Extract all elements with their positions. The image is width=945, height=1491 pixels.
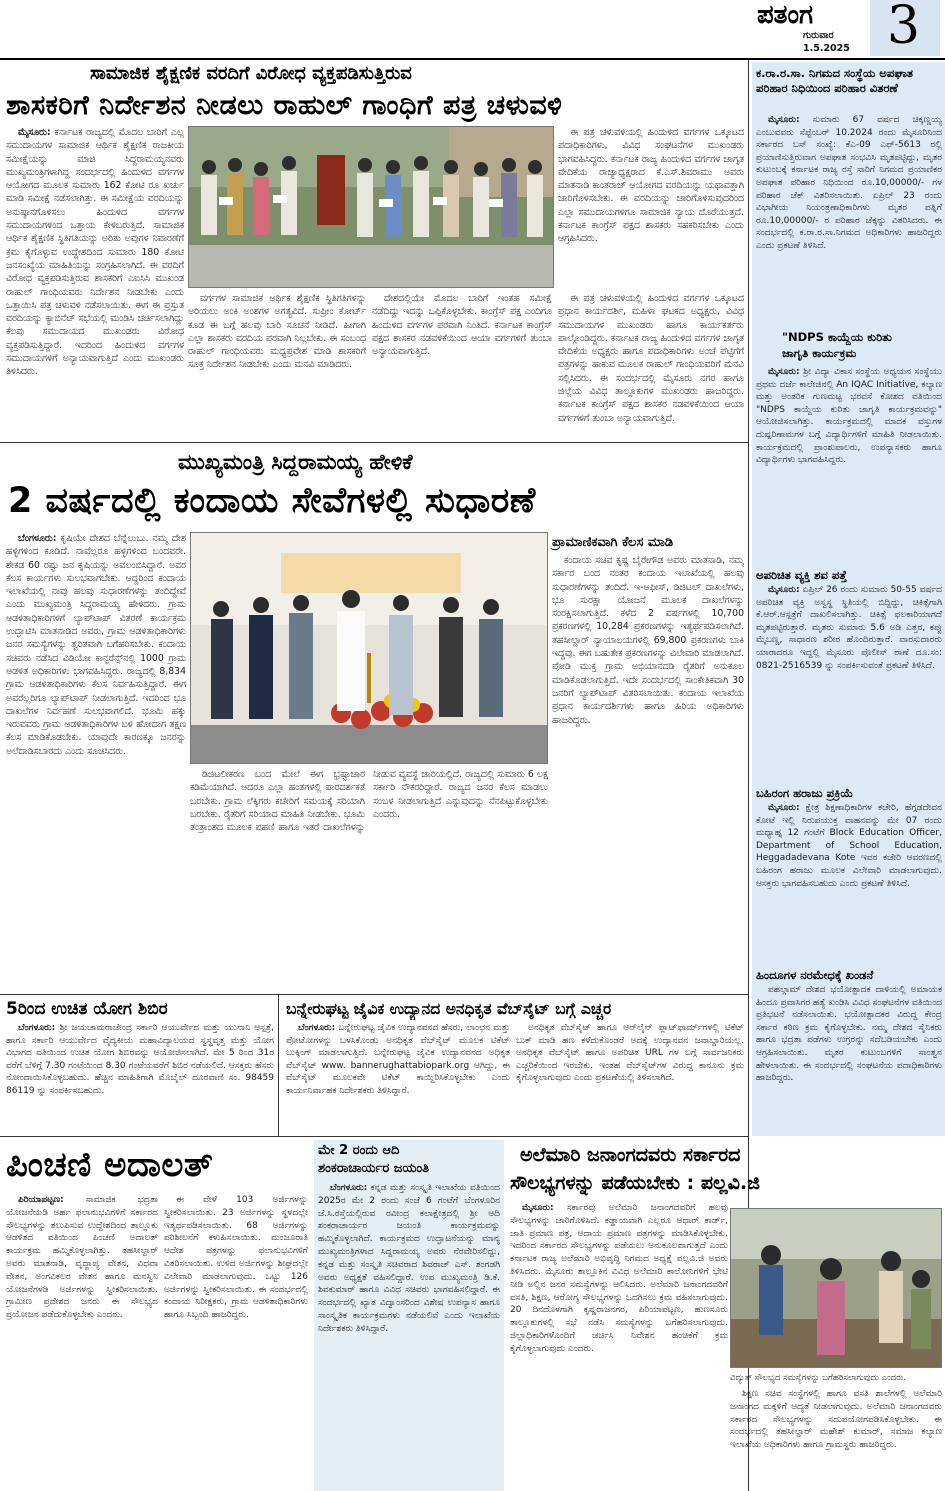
sidebar-s3-text: ಏಪ್ರಿಲ್ 26 ರಂದು ಸುಮಾರು 50-55 ವರ್ಷದ ಅಪರಿಚಿತ ವ್ಯಕ್ತಿ ಅಸ್ವಸ್ಥ ಸ್ಥಿತಿಯಲ್ಲಿ ಬಿದ್ದಿದ್ದು, ಚಿಕಿತ್ಸೆಗಾಗಿ ಕೆ.ಆರ್.ಆಸ್ಪತ್ರೆಗೆ ದಾಖಲಿಸಲಾಗಿತ್ತು. ಚಿಕಿತ್ಸೆ ಫಲಕಾರಿಯಾಗದೆ ಮೃತಪಟ್ಟಿರುತ್ತಾರೆ. ಮೃತರು ಸುಮಾರು 5.6 ಅಡಿ ಎತ್ತರ, ಕಪ್ಪು ಮೈಬಣ್ಣ, ಸಾಧಾರಣ ಶರೀರ ಹೊಂದಿರುತ್ತಾರೆ. ವಾರಸುದಾರರು ಯಾರಾದರೂ ಇದ್ದಲ್ಲಿ ಮೈಸೂರು ಪೊಲೀಸ್ ಠಾಣೆ ದೂ.ಸಂ: 0821-2516539 ನ್ನು ಸಂಪರ್ಕಿಸುವಂತೆ ಪ್ರಕಟಣೆ ತಿಳಿಸಿದೆ. xyxy=(756,585,942,671)
story5-col1 xyxy=(6,1194,158,1488)
story2-col3-text: ಕಂದಾಯ ಸಚಿವ ಕೃಷ್ಣ ಬೈರೇಗೌಡ ಅವರು ಮಾತನಾಡಿ, ನಮ್ಮ ಸರ್ಕಾರ ಬಂದ ನಂತರ ಕಂದಾಯ ಇಲಾಖೆಯಲ್ಲಿ ಹಲವು ಸುಧಾರಣೆಗಳನ್ನು ತಂದಿದೆ. ಇ-ಆಫೀಸ್, ಡಿಜಿಟಲ್ ದಾಖಲೆಗಳು, ಭೂ ಸುರಕ್ಷಾ ಯೋಜನೆ ಮೂಲಕ ದಾಖಲೆಗಳನ್ನು ಸಂರಕ್ಷಿಸಲಾಗುತ್ತಿದೆ. ಕಳೆದ 2 ವರ್ಷಗಳಲ್ಲಿ 10,700 ಪ್ರಕರಣಗಳಲ್ಲಿ 10,284 ಪ್ರಕರಣಗಳನ್ನು ಇತ್ಯರ್ಥಪಡಿಸಲಾಗಿದೆ. ತಹಸೀಲ್ದಾರ್ ನ್ಯಾಯಾಲಯಗಳಲ್ಲಿ 69,800 ಪ್ರಕರಣಗಳು ಬಾಕಿ ಇದ್ದವು. ಈಗ ಬಹುತೇಕ ಪ್ರಕರಣಗಳನ್ನು ವಿಲೇವಾರಿ ಮಾಡಲಾಗಿದೆ. ಪೋಡಿ ಮುಕ್ತ ಗ್ರಾಮ ಅಭಿಯಾನದಡಿ ರೈತರಿಗೆ ಅನುಕೂಲ ಮಾಡಿಕೊಡಲಾಗುತ್ತಿದೆ. ಇದೇ ಸಂದರ್ಭದಲ್ಲಿ ಸಾಂಕೇತಿಕವಾಗಿ 30 ಜನರಿಗೆ ಲ್ಯಾಪ್‌ಟಾಪ್ ವಿತರಿಸಲಾಯಿತು. ಕಂದಾಯ ಇಲಾಖೆಯ ಪ್ರಧಾನ ಕಾರ್ಯದರ್ಶಿಗಳು ಹಾಗೂ ಹಿರಿಯ ಅಧಿಕಾರಿಗಳು ಹಾಜರಿದ್ದರು. xyxy=(552,555,744,726)
story7-caption xyxy=(730,1372,942,1386)
story3-headline: 5ರಿಂದ ಉಚಿತ ಯೋಗ ಶಿಬಿರ xyxy=(6,999,168,1019)
sidebar-s4-head: ಬಹಿರಂಗ ಹರಾಜು ಪ್ರಕ್ರಿಯೆ xyxy=(756,786,854,800)
field-visit-photo-image xyxy=(731,1209,942,1368)
rule-top xyxy=(0,58,945,60)
sidebar-s5-head: ಹಿಂದೂಗಳ ನರಮೇಧಕ್ಕೆ ಖಂಡನೆ xyxy=(756,968,874,982)
sidebar-s2-dateline: ಮೈಸೂರು: xyxy=(768,367,800,377)
story2-headline: 2 ವರ್ಷದಲ್ಲಿ ಕಂದಾಯ ಸೇವೆಗಳಲ್ಲಿ ಸುಧಾರಣೆ xyxy=(8,481,536,521)
story7-col2-text: ಶಿಕ್ಷಣ ಸಚಿವ ಸಂಸ್ಥೆಗಳಲ್ಲಿ ಹಾಗೂ ವಸತಿ ಶಾಲೆಗಳಲ್ಲಿ ಅಲೆಮಾರಿ ಜನಾಂಗದ ಮಕ್ಕಳಿಗೆ ಆದ್ಯತೆ ನೀಡಲಾಗುವುದು. ಅಲೆಮಾರಿ ಜನಾಂಗದವರು ಸರ್ಕಾರದ ಸೌಲಭ್ಯಗಳನ್ನು ಸದುಪಯೋಗಪಡಿಸಿಕೊಳ್ಳಬೇಕು. ಈ ಸಂದರ್ಭದಲ್ಲಿ ತಹಸೀಲ್ದಾರ್ ಮಹೇಶ್ ಕುಮಾರ್, ಸಮಾಜ ಕಲ್ಯಾಣ ಇಲಾಖೆಯ ಅಧಿಕಾರಿಗಳು ಹಾಗೂ ಗ್ರಾಮಸ್ಥರು ಹಾಜರಿದ್ದರು. xyxy=(730,1389,942,1451)
story2-photo xyxy=(190,532,548,764)
story5-dateline: ಪಿರಿಯಾಪಟ್ಟಣ: xyxy=(18,1195,64,1205)
story2-subhead: ಪ್ರಾಮಾಣಿಕವಾಗಿ ಕೆಲಸ ಮಾಡಿ xyxy=(552,535,674,550)
story3-text: ಶ್ರೀ ಜಯಚಾಮರಾಜೇಂದ್ರ ಸರ್ಕಾರಿ ಆಯುರ್ವೇದ ಮತ್ತು ಯುನಾನಿ ಆಸ್ಪತ್ರೆ, ಹಾಗೂ ಸರ್ಕಾರಿ ಆಯುರ್ವೇದ ವೈದ್ಯಕೀಯ ಮಹಾವಿದ್ಯಾಲಯದ ಸ್ವಸ್ಥವೃತ್ತ ಮತ್ತು ಯೋಗ ವಿಭಾಗದ ವತಿಯಿಂದ ಉಚಿತ ಯೋಗ ಶಿಬಿರವನ್ನು ಆಯೋಜಿಸಲಾಗಿದೆ. ಮೇ 5 ರಿಂದ 31ರ ವರೆಗೆ ಬೆಳಿಗ್ಗೆ 7.30 ಗಂಟೆಯಿಂದ 8.30 ಗಂಟೆಯವರೆಗೆ ಶಿಬಿರ ನಡೆಯಲಿದೆ. ಆಸಕ್ತರು ಹೆಸರು ನೋಂದಾಯಿಸಿಕೊಳ್ಳಬಹುದು. ಹೆಚ್ಚಿನ ಮಾಹಿತಿಗಾಗಿ ಮೊಬೈಲ್ ದೂರವಾಣಿ ಸಂ. 98459 86119 ನ್ನು ಸಂಪರ್ಕಿಸಬಹುದು. xyxy=(6,1023,274,1096)
masthead xyxy=(745,0,945,56)
sidebar-s3-body xyxy=(756,584,942,784)
story2-col2-text: ಡಿಜಿಟಲೀಕರಣ ಬಂದ ಮೇಲೆ ಈಗ ಭ್ರಷ್ಟಾಚಾರ ಕಡಿಮೆಯಾಗಿದೆ. ಆದರೂ ಎಲ್ಲಾ ಹಂತಗಳಲ್ಲಿ ಪಾರದರ್ಶಕತೆ ಬರಬೇಕು. ಗ್ರಾಮ ಲೆಕ್ಕಿಗರು ಕಚೇರಿಗೆ ಸಮಯಕ್ಕೆ ಸರಿಯಾಗಿ ಬರಬೇಕು. ರೈತರಿಗೆ ಸರಿಯಾದ ಮಾಹಿತಿ ನೀಡಬೇಕು. ಭೂಮಿ ತಂತ್ರಾಂಶದ ಮೂಲಕ ಪಹಣಿ ಹಾಗೂ ಇತರೆ ದಾಖಲೆಗಳನ್ನು ನೀಡುವ ವ್ಯವಸ್ಥೆ ಜಾರಿಯಲ್ಲಿದೆ. ರಾಜ್ಯದಲ್ಲಿ ಸುಮಾರು 6 ಲಕ್ಷ ಸರ್ಕಾರಿ ನೌಕರರಿದ್ದಾರೆ. ರಾಜ್ಯದ ಜನರ ಕೆಲಸ ಮಾಡಲು ಸಂಬಳ ನೀಡಲಾಗುತ್ತಿದೆ ಎನ್ನುವುದನ್ನು ನೆನಪಿಟ್ಟುಕೊಳ್ಳಬೇಕು ಎಂದರು. xyxy=(190,769,548,834)
story1-dateline: ಮೈಸೂರು: xyxy=(18,127,51,138)
story4-col2-text: ಅನಧಿಕೃತ ವೆಬ್‌ಸೈಟ್ ಹಾಗೂ ಆನ್‌ಲೈನ್ ಪ್ಲಾಟ್‌ಫಾರ್ಮ್‌ಗಳಲ್ಲಿ ಟಿಕೆಟ್ ಬುಕ್ ಮಾಡಿ ಹಣ ಕಳೆದುಕೊಂಡರೆ ಅದಕ್ಕೆ ಉದ್ಯಾನವನ ಜವಾಬ್ದಾರಿಯಲ್ಲ. ಅನಧಿಕೃತ ವೆಬ್‌ಸೈಟ್ ಹಾಗೂ ಅಪರಿಚಿತ URL ಗಳ ಬಗ್ಗೆ ಸಾರ್ವಜನಿಕರು ಎಚ್ಚರಿಕೆಯಿಂದ ಇರಬೇಕು. ಇಂತಹ ವೆಬ್‌ಸೈಟ್‌ಗಳ ವಿರುದ್ಧ ಕಾನೂನು ಕ್ರಮ ಕೈಗೊಳ್ಳಲಾಗುವುದು ಎಂದು ಪ್ರಕಟಣೆಯಲ್ಲಿ ತಿಳಿಸಲಾಗಿದೆ. xyxy=(516,1023,744,1084)
sidebar-s4-dateline: ಮೈಸೂರು: xyxy=(768,803,800,813)
story6-body xyxy=(318,1182,500,1488)
sidebar-s2-head1: "NDPS ಕಾಯ್ದೆಯ ಕುರಿತು xyxy=(782,330,892,344)
story6-kicker2: ಶಂಕರಾಚಾರ್ಯರ ಜಯಂತಿ xyxy=(318,1161,430,1176)
story2-dateline: ಬೆಂಗಳೂರು: xyxy=(18,533,57,544)
story4-col2 xyxy=(516,1022,744,1132)
story1-col2 xyxy=(558,126,744,288)
sidebar-s1-body xyxy=(756,114,942,326)
story2-col1 xyxy=(6,532,186,990)
sidebar xyxy=(752,62,945,1136)
story6-kicker1: ಮೇ 2 ರಂದು ಆದಿ xyxy=(318,1143,400,1158)
story6-dateline: ಬೆಂಗಳೂರು: xyxy=(330,1183,368,1193)
sidebar-s2-text: ಶ್ರೀ ವಿದ್ಯಾ ವಿಕಾಸ ಸಂಸ್ಥೆಯ ಅಧ್ಯಯನ ಸಂಸ್ಥೆಯು ಪ್ರಥಮ ದರ್ಜೆ ಕಾಲೇಜಿನಲ್ಲಿ An IQAC Initiative, ಕಲ್ಯಾಣ ಮತ್ತು ಅಂತರಿಕ ಗುಣಮಟ್ಟ ಭರವಸೆ ಕೋಶದ ವತಿಯಿಂದ "NDPS ಕಾಯ್ದೆಯ ಕುರಿತು ಜಾಗೃತಿ ಕಾರ್ಯಕ್ರಮವನ್ನು" ಆಯೋಜಿಸಲಾಗಿತ್ತು. ಕಾರ್ಯಕ್ರಮದಲ್ಲಿ ಮಾದಕ ವಸ್ತುಗಳ ದುಷ್ಪರಿಣಾಮಗಳ ಬಗ್ಗೆ ವಿದ್ಯಾರ್ಥಿಗಳಿಗೆ ಮಾಹಿತಿ ನೀಡಲಾಯಿತು. ಕಾರ್ಯಕ್ರಮದಲ್ಲಿ ಪ್ರಾಂಶುಪಾಲರು, ಉಪನ್ಯಾಸಕರು ಹಾಗೂ ವಿದ್ಯಾರ್ಥಿಗಳು ಭಾಗವಹಿಸಿದ್ದರು. xyxy=(756,367,942,466)
story1-col3 xyxy=(188,292,366,438)
masthead-day: ಗುರುವಾರ xyxy=(803,30,834,41)
story4-headline: ಬನ್ನೇರುಘಟ್ಟ ಜೈವಿಕ ಉದ್ಯಾನದ ಅನಧಿಕೃತ ವೆಬ್‌ಸೈಟ್ ಬಗ್ಗೆ ಎಚ್ಚರ xyxy=(286,1000,612,1018)
story7-dateline: ಮೈಸೂರು: xyxy=(522,1203,554,1213)
story5-col2 xyxy=(164,1194,308,1488)
sidebar-s3-head: ಅಪರಿಚಿತ ವ್ಯಕ್ತಿ ಶವ ಪತ್ತೆ xyxy=(756,568,847,582)
story4-col1-text: ಬನ್ನೇರುಘಟ್ಟ ಜೈವಿಕ ಉದ್ಯಾನವನದ ಹೆಸರು, ಲಾಂಛನ ಮತ್ತು ಪೋಟೋಗಳನ್ನು ಬಳಸಿಕೊಂಡು ಅನಧಿಕೃತ ವೆಬ್‌ಸೈಟ್ ಮೂಲಕ ಟಿಕೆಟ್ ಬುಕ್ಕಿಂಗ್ ಮಾಡಲಾಗುತ್ತಿದೆ. ಬನ್ನೇರುಘಟ್ಟ ಜೈವಿಕ ಉದ್ಯಾನವನದ ಅಧಿಕೃತ ವೆಬ್‌ಸೈಟ್ www. bannerughattabiopark.org ಆಗಿದ್ದು, ಈ ವೆಬ್‌ಸೈಟ್ ಮೂಲಕವೇ ಟಿಕೆಟ್ ಕಾಯ್ದಿರಿಸಿಕೊಳ್ಳಬೇಕು ಎಂದು ಕಾರ್ಯನಿರ್ವಾಹಕ ನಿರ್ದೇಶಕರು ತಿಳಿಸಿದ್ದಾರೆ. xyxy=(286,1023,510,1096)
story5-col1-text: ಸಾಮಾಜಿಕ ಭದ್ರತಾ ಯೋಜನೆಯಡಿ ಅರ್ಹ ಫಲಾನುಭವಿಗಳಿಗೆ ಸರ್ಕಾರದ ಸೌಲಭ್ಯಗಳನ್ನು ತಲುಪಿಸುವ ಉದ್ದೇಶದಿಂದ ತಾಲ್ಲೂಕು ಆಡಳಿತದ ವತಿಯಿಂದ ಪಿಂಚಣಿ ಅದಾಲತ್ ಕಾರ್ಯಕ್ರಮ ಹಮ್ಮಿಕೊಳ್ಳಲಾಗಿತ್ತು. ತಹಸೀಲ್ದಾರ್ ಅವರು ಮಾತನಾಡಿ, ವೃದ್ಧಾಪ್ಯ ವೇತನ, ವಿಧವಾ ವೇತನ, ಅಂಗವಿಕಲರ ವೇತನ ಹಾಗೂ ಮನಸ್ವಿನಿ ಯೋಜನೆಗಳಡಿ ಅರ್ಜಿಗಳನ್ನು ಸ್ವೀಕರಿಸಲಾಯಿತು. ಗ್ರಾಮೀಣ ಪ್ರದೇಶದ ಜನರು ಈ ಸೌಲಭ್ಯದ ಪ್ರಯೋಜನ ಪಡೆದುಕೊಳ್ಳಬೇಕು ಎಂದರು. xyxy=(6,1195,158,1321)
section-title: ಪತಂಗ xyxy=(757,0,814,30)
story4-col1 xyxy=(286,1022,510,1132)
sidebar-s3-dateline: ಮೈಸೂರು: xyxy=(768,585,800,595)
story1-col1-text: ಕರ್ನಾಟಕ ರಾಜ್ಯದಲ್ಲಿ ಮೊದಲ ಬಾರಿಗೆ ಎಲ್ಲ ಸಮುದಾಯಗಳ ಸಾಮಾಜಿಕ ಆರ್ಥಿಕ ಶೈಕ್ಷಣಿಕ ರಾಜಕೀಯ ಸಮೀಕ್ಷೆಯನ್ನು ಮಾಜಿ ಸಿದ್ದರಾಮಯ್ಯನವರು ಮುಖ್ಯಮಂತ್ರಿಗಳಾಗಿದ್ದ ಸಂದರ್ಭದಲ್ಲಿ ಹಿಂದುಳಿದ ವರ್ಗಗಳ ಆಯೋಗದ ಮೂಲಕ ಸುಮಾರು 162 ಕೋಟಿ ರೂ ಖರ್ಚು ಮಾಡಿ ಸಮೀಕ್ಷೆ ನಡೆಸಲಾಗಿತ್ತು. ಈ ಸಮೀಕ್ಷೆಯ ವರದಿಯನ್ನು ಅನುಷ್ಠಾನಗೊಳಿಸಲು ಹಿಂದುಳಿದ ವರ್ಗಗಳ ಸಮುದಾಯಗಳಿಂದ ಒತ್ತಾಯ ಕೇಳಿಬರುತ್ತಿದೆ. ಸಾಮಾಜಿಕ ಆರ್ಥಿಕ ಶೈಕ್ಷಣಿಕ ಸ್ಥಿತಿಗತಿಯನ್ನು ಅರಿತು ಅವುಗಳ ನಿವಾರಣೆಗೆ ಕ್ರಮ ಕೈಗೊಳ್ಳುವ ಉದ್ದೇಶದಿಂದ ಸುಮಾರು 180 ಕೋಟಿ ಜನಸಂಖ್ಯೆಯ ಮಾಹಿತಿಯನ್ನು ಸಂಗ್ರಹಿಸಲಾಗಿದೆ. ಈ ವರದಿಗೆ ವಿರೋಧ ವ್ಯಕ್ತಪಡಿಸುತ್ತಿರುವ ಶಾಸಕರಿಗೆ ಎಐಸಿಸಿ ಮುಖಂಡ ರಾಹುಲ್ ಗಾಂಧಿಯವರು ನಿರ್ದೇಶನ ನೀಡಬೇಕು ಎಂದು ಒತ್ತಾಯಿಸಿ ಪತ್ರ ಚಳುವಳಿ ನಡೆಸಲಾಯಿತು. ಈಗ ಈ ಪ್ರಸ್ತುತ ವರದಿಯನ್ನು ಕ್ಯಾಬಿನೆಟ್ ಸಭೆಯಲ್ಲಿ ಮಂಡಿಸಿ ಚರ್ಚಿಸಲಾಗಿದ್ದು ಕೆಲವು ಸಮುದಾಯದ ಮುಖಂಡರು ವಿರೋಧ ವ್ಯಕ್ತಪಡಿಸುತ್ತಿದ್ದಾರೆ. ಇದರಿಂದ ಹಿಂದುಳಿದ ವರ್ಗಗಳ ಸಮುದಾಯಗಳಿಗೆ ಅನ್ಯಾಯವಾಗುತ್ತಿದೆ ಎಂದು ಮುಖಂಡರು ತಿಳಿಸಿದರು. xyxy=(6,127,184,378)
story7-caption-text: ವಿದ್ಯುತ್ ಸೌಲಭ್ಯದ ಸಮಸ್ಯೆಗಳನ್ನು ಬಗೆಹರಿಸಲಾಗುವುದು ಎಂದರು. xyxy=(730,1373,907,1383)
story3-dateline: ಬೆಂಗಳೂರು: xyxy=(18,1023,56,1033)
story1-col4-text: ದೇಶದಲ್ಲಿಯೇ ಮೊದಲ ಬಾರಿಗೆ ಇಂತಹ ಸಮೀಕ್ಷೆ ನಡೆದಿದ್ದು ಇದನ್ನು ಒಪ್ಪಿಕೊಳ್ಳಬೇಕು. ಕಾಂಗ್ರೆಸ್ ಪಕ್ಷ ಎಂದಿಗೂ ಹಿಂದುಳಿದ ವರ್ಗಗಳ ಪರವಾಗಿ ನಿಂತಿದೆ. ಕರ್ನಾಟಕ ಕಾಂಗ್ರೆಸ್ ಪಕ್ಷದ ಶಾಸಕರ ನಡವಳಿಕೆಯಿಂದ ಆಯಾ ವರ್ಗಗಳಿಗೆ ತುಂಬಾ ಅನ್ಯಾಯವಾಗುತ್ತಿದೆ. xyxy=(372,293,552,358)
story1-col4 xyxy=(372,292,552,438)
story7-col2 xyxy=(730,1388,942,1488)
story4-dateline: ಬೆಂಗಳೂರು: xyxy=(298,1023,336,1033)
story1-col2-text: ಈ ಪತ್ರ ಚಳುವಳಿಯಲ್ಲಿ ಹಿಂದುಳಿದ ವರ್ಗಗಳ ಒಕ್ಕೂಟದ ಪದಾಧಿಕಾರಿಗಳು, ವಿವಿಧ ಸಂಘಟನೆಗಳ ಮುಖಂಡರು ಭಾಗವಹಿಸಿದ್ದರು. ಕರ್ನಾಟಕ ರಾಜ್ಯ ಹಿಂದುಳಿದ ವರ್ಗಗಳ ಜಾಗೃತ ವೇದಿಕೆಯ ರಾಜ್ಯಾಧ್ಯಕ್ಷರಾದ ಕೆ.ಎಸ್.ಶಿವರಾಮು ಅವರು ಮಾತನಾಡಿ ಕಾಂತರಾಜ್ ಆಯೋಗದ ವರದಿಯನ್ನು ಯಥಾವತ್ತಾಗಿ ಜಾರಿಗೊಳಿಸಬೇಕು. ಈ ವರದಿಯನ್ನು ಜಾರಿಗೊಳಿಸುವುದರಿಂದ ಎಲ್ಲಾ ಸಮುದಾಯಗಳಿಗೂ ಸಾಮಾಜಿಕ ನ್ಯಾಯ ದೊರೆಯುತ್ತದೆ. ಕರ್ನಾಟಕ ಕಾಂಗ್ರೆಸ್ ಪಕ್ಷದ ಶಾಸಕರು ಸಹಕರಿಸಬೇಕು ಎಂದು ಆಗ್ರಹಿಸಿದರು. xyxy=(558,127,744,245)
story6-text: ಕನ್ನಡ ಮತ್ತು ಸಂಸ್ಕೃತಿ ಇಲಾಖೆಯ ವತಿಯಿಂದ 2025ರ ಮೇ 2 ರಂದು ಸಂಜೆ 6 ಗಂಟೆಗೆ ಬೆಂಗಳೂರಿನ ಜೆ.ಸಿ.ರಸ್ತೆಯಲ್ಲಿರುವ ರವೀಂದ್ರ ಕಲಾಕ್ಷೇತ್ರದಲ್ಲಿ ಶ್ರೀ ಆದಿ ಶಂಕರಾಚಾರ್ಯರ ಜಯಂತಿ ಕಾರ್ಯಕ್ರಮವನ್ನು ಹಮ್ಮಿಕೊಳ್ಳಲಾಗಿದೆ. ಕಾರ್ಯಕ್ರಮದ ಉದ್ಘಾಟನೆಯನ್ನು ಮಾನ್ಯ ಮುಖ್ಯಮಂತ್ರಿಗಳಾದ ಸಿದ್ದರಾಮಯ್ಯ ಅವರು ನೆರವೇರಿಸಲಿದ್ದು, ಕನ್ನಡ ಮತ್ತು ಸಂಸ್ಕೃತಿ ಸಚಿವರಾದ ಶಿವರಾಜ್ ಎಸ್. ತಂಗಡಗಿ ಅವರು ಅಧ್ಯಕ್ಷತೆ ವಹಿಸಲಿದ್ದಾರೆ. ಉಪ ಮುಖ್ಯಮಂತ್ರಿ ಡಿ.ಕೆ. ಶಿವಕುಮಾರ್ ಹಾಗೂ ವಿವಿಧ ಸಚಿವರು ಭಾಗವಹಿಸಲಿದ್ದಾರೆ. ಈ ಸಂದರ್ಭದಲ್ಲಿ ಖ್ಯಾತ ವಿದ್ವಾಂಸರಿಂದ ವಿಶೇಷ ಉಪನ್ಯಾಸ ಹಾಗೂ ಸಾಂಸ್ಕೃತಿಕ ಕಾರ್ಯಕ್ರಮಗಳು ನಡೆಯಲಿವೆ ಎಂದು ಇಲಾಖೆಯ ನಿರ್ದೇಶಕರು ತಿಳಿಸಿದ್ದಾರೆ. xyxy=(318,1183,500,1334)
story2-col2 xyxy=(190,768,548,990)
sidebar-s2-head2: ಜಾಗೃತಿ ಕಾರ್ಯಕ್ರಮ xyxy=(782,346,857,360)
story7-col1-text: ಸರ್ಕಾರವು ಅಲೆಮಾರಿ ಜನಾಂಗದವರಿಗೆ ಹಲವು ಸೌಲಭ್ಯಗಳನ್ನು ಜಾರಿಗೊಳಿಸಿದೆ. ಕಡ್ಡಾಯವಾಗಿ ಎಲ್ಲರೂ ಆಧಾರ್ ಕಾರ್ಡ್, ಜಾತಿ ಪ್ರಮಾಣ ಪತ್ರ, ಆದಾಯ ಪ್ರಮಾಣ ಪತ್ರಗಳನ್ನು ಮಾಡಿಸಿಕೊಳ್ಳಬೇಕು. ಇದರಿಂದ ಸರ್ಕಾರದ ಸೌಲಭ್ಯಗಳನ್ನು ಪಡೆಯಲು ಅನುಕೂಲವಾಗುತ್ತದೆ ಎಂದು ಕರ್ನಾಟಕ ರಾಜ್ಯ ಅಲೆಮಾರಿ ಅಭಿವೃದ್ಧಿ ನಿಗಮದ ಅಧ್ಯಕ್ಷೆ ಪಲ್ಲವಿ.ಜಿ ಅವರು ತಿಳಿಸಿದರು. ಮೈಸೂರು ತಾಲ್ಲೂಕಿನ ವಿವಿಧ ಅಲೆಮಾರಿ ಕಾಲೋನಿಗಳಿಗೆ ಭೇಟಿ ನೀಡಿ ಅಲ್ಲಿನ ಜನರ ಸಮಸ್ಯೆಗಳನ್ನು ಆಲಿಸಿದರು. ಅಲೆಮಾರಿ ಜನಾಂಗದವರಿಗೆ ವಸತಿ, ಶಿಕ್ಷಣ, ಆರೋಗ್ಯ ಸೌಲಭ್ಯಗಳನ್ನು ಒದಗಿಸಲು ಕ್ರಮ ವಹಿಸಲಾಗುವುದು. 20 ದಿನದೊಳಗಾಗಿ ಕೃಷ್ಣರಾಜನಗರ, ಪಿರಿಯಾಪಟ್ಟಣ, ಹುಣಸೂರು ತಾಲ್ಲೂಕುಗಳಲ್ಲಿ ಸಭೆ ನಡೆಸಿ ಸಮಸ್ಯೆಗಳನ್ನು ಬಗೆಹರಿಸಲಾಗುವುದು. ಜಿಲ್ಲಾಧಿಕಾರಿಗಳೊಂದಿಗೆ ಚರ್ಚಿಸಿ ನಿವೇಶನ ಹಂಚಿಕೆಗೆ ಕ್ರಮ ಕೈಗೊಳ್ಳಲಾಗುವುದು ಎಂದರು. xyxy=(510,1203,728,1354)
sidebar-s1-text: ಸುಮಾರು 67 ವರ್ಷದ ಚಿಕ್ಕಣ್ಣಯ್ಯ ಎಂಬುವವರು ಸೆಪ್ಟೆಂಬರ್ 10.2024 ರಂದು ಮೈಸೂರಿನಿಂದ ಸರ್ಕಾರದ ಬಸ್ ಸಂಖ್ಯೆ: ಕೆಎ-09 ಎಫ್-5613 ರಲ್ಲಿ ಪ್ರಯಾಣಿಸುತ್ತಿರುವಾಗ ಅಪಘಾತ ಸಂಭವಿಸಿ ಮೃತಪಟ್ಟಿದ್ದು, ಮೃತರ ಕುಟುಂಬಕ್ಕೆ ಕರ್ನಾಟಕ ರಾಜ್ಯ ರಸ್ತೆ ಸಾರಿಗೆ ನಿಗಮದ ಪ್ರಯಾಣಿಕರ ಅಪಘಾತ ಪರಿಹಾರ ನಿಧಿಯಿಂದ ರೂ.10,00000/- ಗಳ ಪರಿಹಾರ ಚೆಕ್ ವಿತರಿಸಲಾಯಿತು. ಏಪ್ರಿಲ್ 23 ರಂದು ವಿಭಾಗೀಯ ನಿಯಂತ್ರಣಾಧಿಕಾರಿಗಳು ಮೃತರ ಪತ್ನಿಗೆ ರೂ.10,00000/- ರ ಪರಿಹಾರ ಚೆಕ್ಕನ್ನು ವಿತರಿಸಿದರು. ಈ ಸಂದರ್ಭದಲ್ಲಿ ಕ.ರಾ.ರ.ಸಾ.ನಿಗಮದ ಅಧಿಕಾರಿಗಳು ಹಾಜರಿದ್ದರು ಎಂದು ಪ್ರಕಟಣೆ ತಿಳಿಸಿದೆ. xyxy=(756,115,942,251)
protest-photo-image xyxy=(189,127,554,288)
sidebar-s5-text: ಪಹಲ್ಗಾಮ್ ದೇಶದ ಭಯೋತ್ಪಾದಕ ದಾಳಿಯಲ್ಲಿ ಅಮಾಯಕ ಹಿಂದೂ ಪ್ರವಾಸಿಗರ ಹತ್ಯೆ ಖಂಡಿಸಿ ವಿವಿಧ ಸಂಘಟನೆಗಳ ವತಿಯಿಂದ ಪ್ರತಿಭಟನೆ ನಡೆಸಲಾಯಿತು. ಭಯೋತ್ಪಾದಕರ ವಿರುದ್ಧ ಕೇಂದ್ರ ಸರ್ಕಾರ ಕಠಿಣ ಕ್ರಮ ಕೈಗೊಳ್ಳಬೇಕು. ನಮ್ಮ ದೇಶದ ಸೈನಿಕರು ಹಾಗೂ ಭದ್ರತಾ ಪಡೆಗಳು ಉಗ್ರರನ್ನು ಸದೆಬಡಿಯಬೇಕು ಎಂದು ಆಗ್ರಹಿಸಲಾಯಿತು. ಮೃತರ ಕುಟುಂಬಗಳಿಗೆ ಸಾಂತ್ವನ ಹೇಳಲಾಯಿತು. ಈ ಸಂದರ್ಭದಲ್ಲಿ ಸಂಘಟನೆಯ ಪದಾಧಿಕಾರಿಗಳು ಹಾಜರಿದ್ದರು. xyxy=(756,985,942,1084)
story3-body xyxy=(6,1022,274,1132)
story5-col2-text: ಈ ವೇಳೆ 103 ಅರ್ಜಿಗಳನ್ನು ಸ್ವೀಕರಿಸಲಾಯಿತು. 23 ಅರ್ಜಿಗಳನ್ನು ಸ್ಥಳದಲ್ಲೇ ಇತ್ಯರ್ಥಪಡಿಸಲಾಯಿತು. 68 ಅರ್ಜಿಗಳನ್ನು ಪರಿಶೀಲನೆಗೆ ಕಳುಹಿಸಲಾಯಿತು. ಮಂಜೂರಾತಿ ಆದೇಶ ಪತ್ರಗಳನ್ನು ಫಲಾನುಭವಿಗಳಿಗೆ ವಿತರಿಸಲಾಯಿತು. ಉಳಿದ ಅರ್ಜಿಗಳನ್ನು ಶೀಘ್ರದಲ್ಲೇ ವಿಲೇವಾರಿ ಮಾಡಲಾಗುವುದು. ಒಟ್ಟು 126 ಅರ್ಜಿಗಳನ್ನು ಸ್ವೀಕರಿಸಲಾಯಿತು. ಈ ಸಂದರ್ಭದಲ್ಲಿ ಕಂದಾಯ ನಿರೀಕ್ಷಕರು, ಗ್ರಾಮ ಆಡಳಿತಾಧಿಕಾರಿಗಳು ಹಾಗೂ ಸಿಬ್ಬಂದಿ ಹಾಜರಿದ್ದರು. xyxy=(164,1195,308,1321)
sidebar-s5-body xyxy=(756,984,942,1132)
story5-headline: ಪಿಂಚಣಿ ಅದಾಲತ್ xyxy=(6,1145,214,1185)
story2-col1-text: ಕೃಷಿಯೇ ದೇಶದ ಬೆನ್ನೆಲುಬು. ನಮ್ಮ ದೇಶ ಹಳ್ಳಿಗಳಿಂದ ಕೂಡಿದೆ. ನಾವೆಲ್ಲರೂ ಹಳ್ಳಿಗಳಿಂದ ಬಂದವರೇ. ಶೇಕಡ 60 ರಷ್ಟು ಜನ ಕೃಷಿಯನ್ನು ಅವಲಂಬಿಸಿದ್ದಾರೆ. ಅವರ ಕೆಲಸ ಕಾರ್ಯಗಳು ಸುಲಭವಾಗಬೇಕು. ಆದ್ದರಿಂದ ಕಂದಾಯ ಇಲಾಖೆಯಲ್ಲಿ ನಾವು ಹಲವು ಸುಧಾರಣೆಗಳನ್ನು ತಂದಿದ್ದೇವೆ ಎಂದು ಮುಖ್ಯಮಂತ್ರಿ ಸಿದ್ದರಾಮಯ್ಯ ಹೇಳಿದರು. ಗ್ರಾಮ ಆಡಳಿತಾಧಿಕಾರಿಗಳಿಗೆ ಲ್ಯಾಪ್‌ಟಾಪ್ ವಿತರಣೆ ಕಾರ್ಯಕ್ರಮ ಉದ್ಘಾಟಿಸಿ ಮಾತನಾಡಿದ ಅವರು, ಗ್ರಾಮ ಆಡಳಿತಾಧಿಕಾರಿಗಳು ಜನರ ಸಮಸ್ಯೆಗಳನ್ನು ತ್ವರಿತವಾಗಿ ಬಗೆಹರಿಸಬೇಕು. ಕಂದಾಯ ಸಚಿವರು ನಡೆಸಿದ ವಿಡಿಯೋ ಕಾನ್ಫರೆನ್ಸ್‌ನಲ್ಲಿ 1000 ಗ್ರಾಮ ಆಡಳಿತ ಅಧಿಕಾರಿಗಳು ಭಾಗವಹಿಸಿದ್ದರು. ರಾಜ್ಯದಲ್ಲಿ 8,834 ಗ್ರಾಮ ಆಡಳಿತಾಧಿಕಾರಿಗಳು ಕೆಲಸ ನಿರ್ವಹಿಸುತ್ತಿದ್ದಾರೆ. ಈಗ ಅವರೆಲ್ಲರಿಗೂ ಲ್ಯಾಪ್‌ಟಾಪ್ ನೀಡಲಾಗುತ್ತಿದೆ. ಇದರಿಂದ ಭೂ ದಾಖಲೆಗಳ ನಿರ್ವಹಣೆ ಸುಲಭವಾಗಲಿದೆ. ಭೂಮಿ ಹಕ್ಕು ಇರುವವರು ಗ್ರಾಮ ಆಡಳಿತಾಧಿಕಾರಿಗಳ ಬಳಿ ಹೋದಾಗ ತಕ್ಷಣ ಕೆಲಸ ಮಾಡಿಕೊಡಬೇಕು. ಯಾವುದೇ ಕಾರಣಕ್ಕೂ ಜನರನ್ನು ಅಲೆದಾಡಿಸಬಾರದು ಎಂದು ಸೂಚಿಸಿದರು. xyxy=(6,533,186,757)
masthead-date: 1.5.2025 xyxy=(803,43,850,54)
story1-photo xyxy=(188,126,554,288)
story2-col3 xyxy=(552,554,744,990)
story7-headline2: ಸೌಲಭ್ಯಗಳನ್ನು ಪಡೆಯಬೇಕು : ಪಲ್ಲವಿ.ಜಿ xyxy=(510,1172,760,1194)
lamp-lighting-photo-image xyxy=(191,533,548,764)
rule-yoga-divider xyxy=(278,994,279,1136)
sidebar-s2-body xyxy=(756,366,942,564)
story1-kicker: ಸಾಮಾಜಿಕ ಶೈಕ್ಷಣಿಕ ವರದಿಗೆ ವಿರೋಧ ವ್ಯಕ್ತಪಡಿಸುತ್ತಿರುವ xyxy=(90,63,412,84)
sidebar-s4-body xyxy=(756,802,942,962)
story1-col1 xyxy=(6,126,184,438)
page-number: 3 xyxy=(887,0,921,56)
rule-after-story1 xyxy=(0,442,748,443)
story7-headline1: ಅಲೆಮಾರಿ ಜನಾಂಗದವರು ಸರ್ಕಾರದ xyxy=(520,1144,741,1166)
story1-col5-text: ಈ ಪತ್ರ ಚಳುವಳಿಯಲ್ಲಿ ಹಿಂದುಳಿದ ವರ್ಗಗಳ ಒಕ್ಕೂಟದ ಪ್ರಧಾನ ಕಾರ್ಯದರ್ಶಿ, ಮಹಿಳಾ ಘಟಕದ ಅಧ್ಯಕ್ಷರು, ವಿವಿಧ ಸಮುದಾಯಗಳ ಮುಖಂಡರು ಹಾಗೂ ಕಾರ್ಯಕರ್ತರು ಪಾಲ್ಗೊಂಡಿದ್ದರು. ಕರ್ನಾಟಕ ರಾಜ್ಯ ಹಿಂದುಳಿದ ವರ್ಗಗಳ ಜಾಗೃತ ವೇದಿಕೆಯ ಅಧ್ಯಕ್ಷರು ಹಾಗೂ ಪದಾಧಿಕಾರಿಗಳು ಅಂಚೆ ಪೆಟ್ಟಿಗೆಗೆ ಪತ್ರಗಳನ್ನು ಹಾಕುವ ಮೂಲಕ ರಾಹುಲ್ ಗಾಂಧಿಯವರಿಗೆ ಮನವಿ ಸಲ್ಲಿಸಿದರು. ಈ ಸಂದರ್ಭದಲ್ಲಿ ಮೈಸೂರು ನಗರ ಹಾಗೂ ಜಿಲ್ಲೆಯ ವಿವಿಧ ತಾಲ್ಲೂಕುಗಳ ಮುಖಂಡರು ಹಾಜರಿದ್ದರು. ಕರ್ನಾಟಕ ಕಾಂಗ್ರೆಸ್ ಪಕ್ಷದ ಶಾಸಕರ ನಡವಳಿಕೆಯಿಂದ ಆಯಾ ವರ್ಗಗಳಿಗೆ ತುಂಬಾ ಅನ್ಯಾಯವಾಗುತ್ತಿದೆ. xyxy=(558,293,744,424)
rule-after-row3 xyxy=(0,1136,748,1137)
story7-photo xyxy=(730,1208,942,1368)
sidebar-s1-head: ಕ.ರಾ.ರ.ಸಾ. ನಿಗಮದ ಸಂಸ್ಥೆಯ ಅಪಘಾತ ಪರಿಹಾರ ನಿಧಿಯಿಂದ ಪರಿಹಾರ ವಿತರಣೆ xyxy=(756,66,914,95)
sidebar-s1-dateline: ಮೈಸೂರು: xyxy=(768,115,800,125)
story1-headline: ಶಾಸಕರಿಗೆ ನಿರ್ದೇಶನ ನೀಡಲು ರಾಹುಲ್ ಗಾಂಧಿಗೆ ಪತ್ರ ಚಳುವಳಿ xyxy=(6,90,563,121)
story1-col5 xyxy=(558,292,744,438)
story7-col1 xyxy=(510,1202,728,1488)
sidebar-s4-text: ಕ್ಷೇತ್ರ ಶಿಕ್ಷಣಾಧಿಕಾರಿಗಳ ಕಚೇರಿ, ಹೆಗ್ಗಡದೇವನ ಕೋಟೆ ಇಲ್ಲಿ ನಿರುಪಯುಕ್ತ ವಾಹನವನ್ನು ಮೇ 07 ರಂದು ಮಧ್ಯಾಹ್ನ 12 ಗಂಟೆಗೆ Block Education Officer, Department of School Education, Heggadadevana Kote ಇವರ ಕಚೇರಿ ಆವರಣದಲ್ಲಿ ಬಹಿರಂಗ ಹರಾಜು ಮೂಲಕ ವಿಲೇವಾರಿ ಮಾಡಲಾಗುವುದು. ಆಸಕ್ತರು ಭಾಗವಹಿಸಬಹುದು ಎಂದು ಪ್ರಕಟಣೆ ತಿಳಿಸಿದೆ. xyxy=(756,803,942,889)
story1-col3-text: ವರ್ಗಗಳ ಸಾಮಾಜಿಕ ಆರ್ಥಿಕ ಶೈಕ್ಷಣಿಕ ಸ್ಥಿತಿಗತಿಗಳನ್ನು ಅರಿಯಲು ಅಂಕಿ ಅಂಶಗಳ ಅಗತ್ಯವಿದೆ. ಸುಪ್ರೀಂ ಕೋರ್ಟ್ ಕೂಡ ಈ ಬಗ್ಗೆ ಹಲವು ಬಾರಿ ಸೂಚನೆ ನೀಡಿದೆ. ಹೀಗಾಗಿ ಎಲ್ಲಾ ಶಾಸಕರು ವರದಿಯ ಪರವಾಗಿ ನಿಲ್ಲಬೇಕು. ಈ ಸಂಬಂಧ ರಾಹುಲ್ ಗಾಂಧಿಯವರು ಮಧ್ಯಪ್ರವೇಶ ಮಾಡಿ ಶಾಸಕರಿಗೆ ಸೂಕ್ತ ನಿರ್ದೇಶನ ನೀಡಬೇಕು ಎಂದು ಮನವಿ ಮಾಡಿದರು. xyxy=(188,293,366,371)
rule-after-story2 xyxy=(0,994,748,995)
story2-kicker: ಮುಖ್ಯಮಂತ್ರಿ ಸಿದ್ದರಾಮಯ್ಯ ಹೇಳಿಕೆ xyxy=(178,450,413,474)
